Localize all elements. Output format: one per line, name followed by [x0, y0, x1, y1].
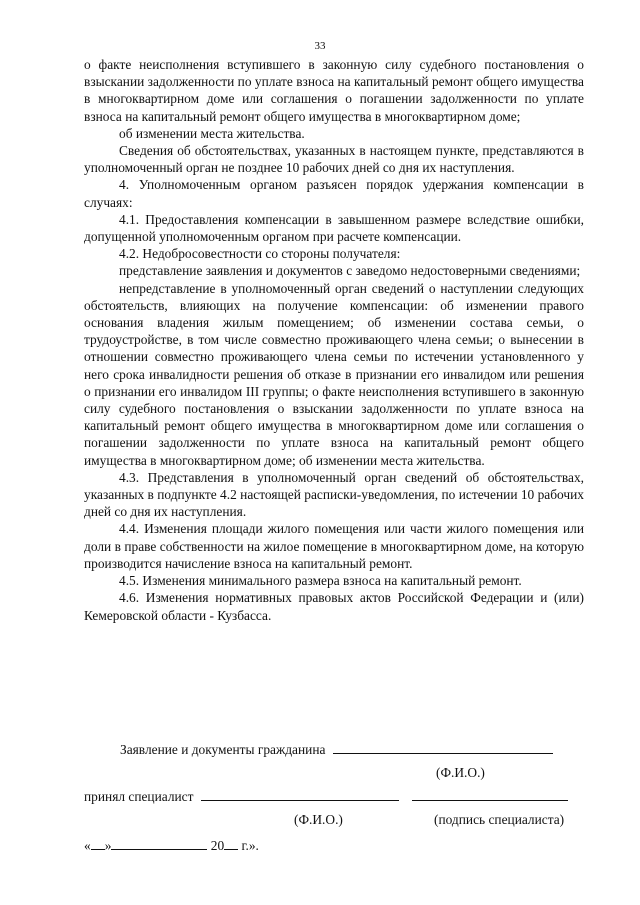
date-year: 20: [210, 838, 225, 853]
paragraph: 4.3. Представления в уполномоченный орган сведений об обстоятельствах, указанных в подпункте 4.2 настоящей расписки-уведомления, по истечении 10 рабочих дней со дня их наступления.: [84, 469, 584, 520]
statement-row: [84, 740, 584, 758]
caption-row: [84, 811, 584, 828]
date-mid: »: [104, 838, 112, 853]
date-open: «: [84, 838, 91, 853]
specialist-name-line: [201, 787, 399, 801]
paragraph: 4.5. Изменения минимального размера взноса на капитальный ремонт.: [119, 573, 522, 589]
fio-caption: (Ф.И.О.): [294, 812, 343, 827]
citizen-name-line: [333, 740, 553, 754]
paragraph: об изменении места жительства.: [119, 125, 305, 141]
paragraph: 4.4. Изменения площади жилого помещения или части жилого помещения или доли в праве собственности на жилое помещение в многоквартирном доме, на которую производится начисление взноса на капитальный ремонт.: [84, 521, 584, 571]
paragraph: непредставление в уполномоченный орган сведений о наступлении следующих обстоятельств, влияющих на получение компенсации: об изменении правого основания владения жилым помещением; об изменении состава семьи, о трудоустройстве, в том числе совместно проживающего члена семьи; о вынесении в отношении совместно проживающего члена семьи по истечении установленного у него срока инвалидности решения об отказе в признании его инвалидом или решения о признании его инвалидом III группы; о факте неисполнения вступившего в законную силу судебного постановления о взыскании задолженности по уплате взноса на капитальный ремонт общего имущества в многоквартирном доме или соглашения о погашении задолженности по уплате взноса на капитальный ремонт общего имущества в многоквартирном доме; об изменении места жительства.: [84, 280, 584, 468]
date-end: г.».: [241, 838, 259, 853]
statement-label: Заявление и документы гражданина: [120, 742, 326, 757]
accepted-row: [84, 787, 584, 805]
date-month-line: [111, 836, 207, 850]
date-row: [84, 836, 584, 854]
accepted-label: принял специалист: [84, 789, 194, 804]
paragraph: 4. Уполномоченным органом разъясен порядок удержания компенсации в случаях:: [84, 177, 584, 210]
date-day-line: [91, 836, 105, 850]
page-number: 33: [314, 40, 326, 52]
specialist-signature-line: [412, 787, 568, 801]
document-body: [84, 56, 584, 624]
paragraph: Сведения об обстоятельствах, указанных в настоящем пункте, представляются в уполномоченный орган не позднее 10 рабочих дней со дня их наступления.: [84, 143, 584, 176]
paragraph: о факте неисполнения вступившего в законную силу судебного постановления о взыскании задолженности по уплате взноса на капитальный ремонт общего имущества в многоквартирном доме или соглашения о погашении задолженности по уплате взноса на капитальный ремонт общего имущества в многоквартирном доме;: [84, 57, 584, 124]
fio-caption: (Ф.И.О.): [436, 765, 485, 780]
paragraph: представление заявления и документов с заведомо недостоверными сведениями;: [119, 263, 581, 279]
signature-caption: (подпись специалиста): [434, 812, 565, 827]
date-year-line: [224, 836, 238, 850]
fio-caption-row: [84, 764, 584, 781]
paragraph: 4.2. Недобросовестности со стороны получателя:: [119, 246, 401, 262]
paragraph: 4.1. Предоставления компенсации в завышенном размере вследствие ошибки, допущенной уполномоченным органом при расчете компенсации.: [84, 211, 584, 245]
paragraph: 4.6. Изменения нормативных правовых актов Российской Федерации и (или) Кемеровской области - Кузбасса.: [84, 590, 584, 623]
signature-block: [84, 740, 584, 854]
